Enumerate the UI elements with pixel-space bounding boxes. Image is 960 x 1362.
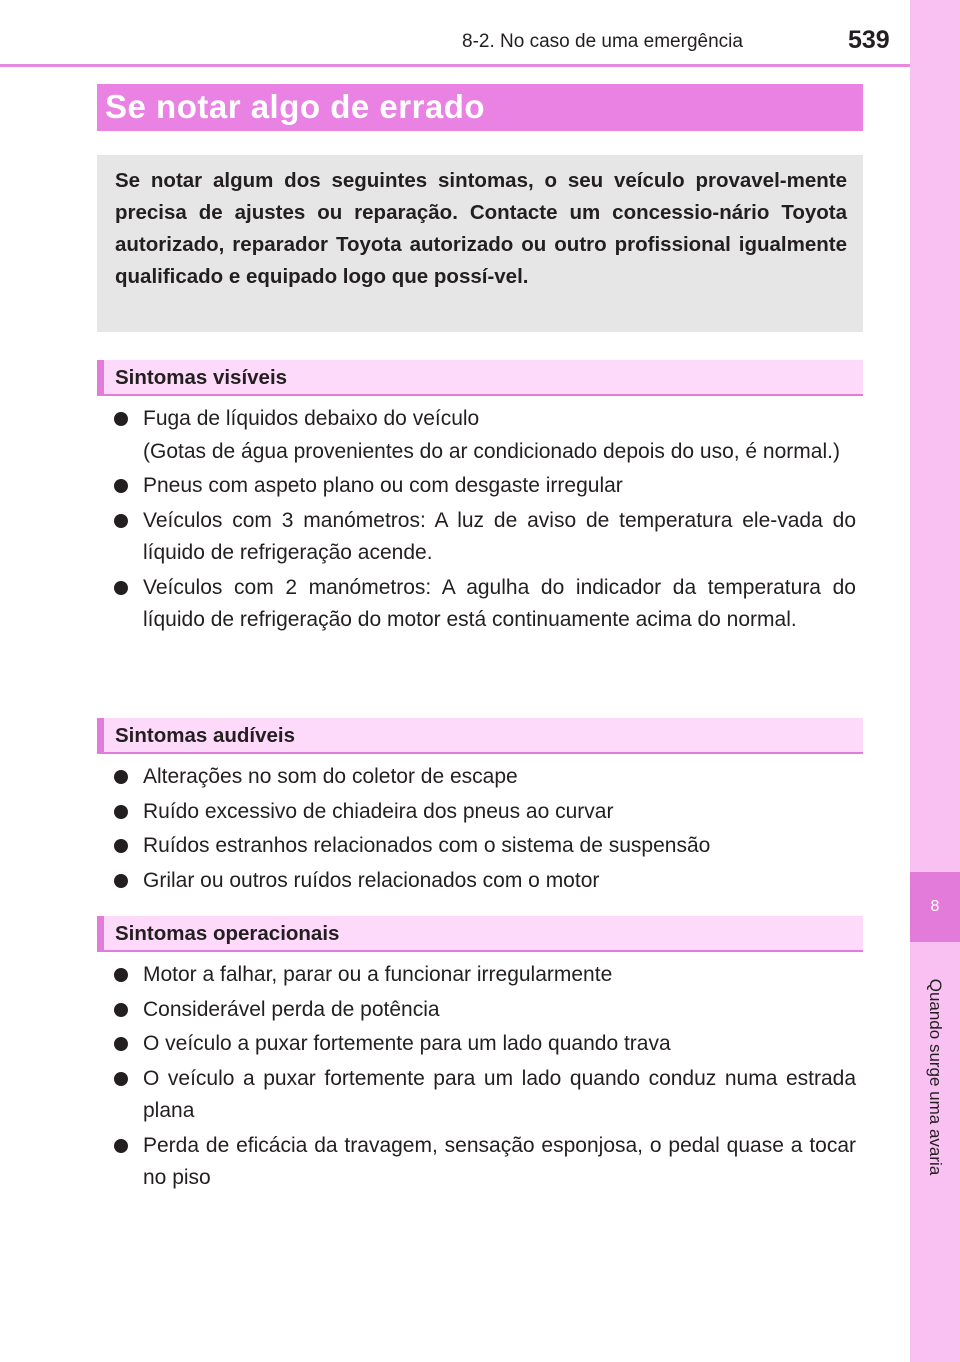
list-item-text: Ruídos estranhos relacionados com o sistema de suspensão [143, 834, 711, 857]
bullet-icon [114, 581, 128, 595]
section-reference: 8-2. No caso de uma emergência [462, 31, 743, 52]
list-item [97, 403, 863, 468]
list-item [97, 830, 863, 863]
intro-box [97, 155, 863, 332]
list-item-text: Veículos com 2 manómetros: A agulha do indicador da temperatura do líquido de refrigeração do motor está continuamente acima do normal. [143, 575, 856, 631]
chapter-title: Quando surge uma avaria [926, 978, 945, 1176]
section-heading-label: Sintomas operacionais [115, 922, 340, 945]
list-item-text: Motor a falhar, parar ou a funcionar irregularmente [143, 963, 613, 986]
bullet-icon [114, 1139, 128, 1153]
page-number: 539 [848, 26, 890, 54]
list-item [97, 1028, 863, 1061]
bullet-icon [114, 412, 128, 426]
list-item [97, 1130, 863, 1195]
bullet-icon [114, 514, 128, 528]
section-heading-label: Sintomas audíveis [115, 724, 296, 747]
list-item-note: (Gotas de água provenientes do ar condicionado depois do uso, é normal.) [143, 439, 840, 463]
section-accent [97, 916, 104, 950]
list-item [97, 1063, 863, 1128]
bullet-icon [114, 805, 128, 819]
section-accent [97, 718, 104, 752]
list-item [97, 505, 863, 570]
header-rule [0, 64, 910, 67]
audible-symptoms-list [97, 761, 863, 899]
page-title-bar [97, 84, 863, 131]
list-item-text: Fuga de líquidos debaixo do veículo [143, 407, 480, 430]
bullet-icon [114, 1037, 128, 1051]
chapter-number: 8 [910, 872, 960, 942]
bullet-icon [114, 1072, 128, 1086]
section-heading-label: Sintomas visíveis [115, 366, 288, 389]
list-item-text: Veículos com 3 manómetros: A luz de aviso de temperatura ele-vada do líquido de refrigeração acende. [143, 508, 856, 564]
section-heading-operational [97, 916, 863, 952]
list-item-text: Pneus com aspeto plano ou com desgaste irregular [143, 474, 623, 497]
bullet-icon [114, 770, 128, 784]
visible-symptoms-list [97, 403, 863, 639]
list-item [97, 865, 863, 898]
bullet-icon [114, 968, 128, 982]
list-item-text: Considerável perda de potência [143, 997, 440, 1021]
page-title: Se notar algo de errado [105, 88, 486, 125]
list-item-text: Ruído excessivo de chiadeira dos pneus ao curvar [143, 799, 614, 823]
list-item [97, 470, 863, 503]
list-item-text: O veículo a puxar fortemente para um lado quando conduz numa estrada plana [143, 1066, 856, 1122]
list-item [97, 959, 863, 992]
list-item [97, 761, 863, 794]
list-item-text: Perda de eficácia da travagem, sensação esponjosa, o pedal quase a tocar no piso [143, 1133, 856, 1189]
list-item [97, 572, 863, 637]
bullet-icon [114, 479, 128, 493]
list-item-text: Grilar ou outros ruídos relacionados com o motor [143, 868, 600, 892]
section-heading-visible [97, 360, 863, 396]
bullet-icon [114, 839, 128, 853]
operational-symptoms-list [97, 959, 863, 1197]
section-accent [97, 360, 104, 394]
section-heading-audible [97, 718, 863, 754]
intro-text: Se notar algum dos seguintes sintomas, o seu veículo provavel-mente precisa de ajustes ou reparação. Contacte um concessio-nário Toyota autorizado, reparador Toyota autorizado ou outro profissional igualmente qualificado e equipado logo que possí-vel. [115, 169, 847, 288]
list-item-text: O veículo a puxar fortemente para um lado quando trava [143, 1032, 671, 1055]
list-item [97, 994, 863, 1027]
list-item-text: Alterações no som do coletor de escape [143, 765, 518, 788]
list-item [97, 796, 863, 829]
bullet-icon [114, 874, 128, 888]
bullet-icon [114, 1003, 128, 1017]
